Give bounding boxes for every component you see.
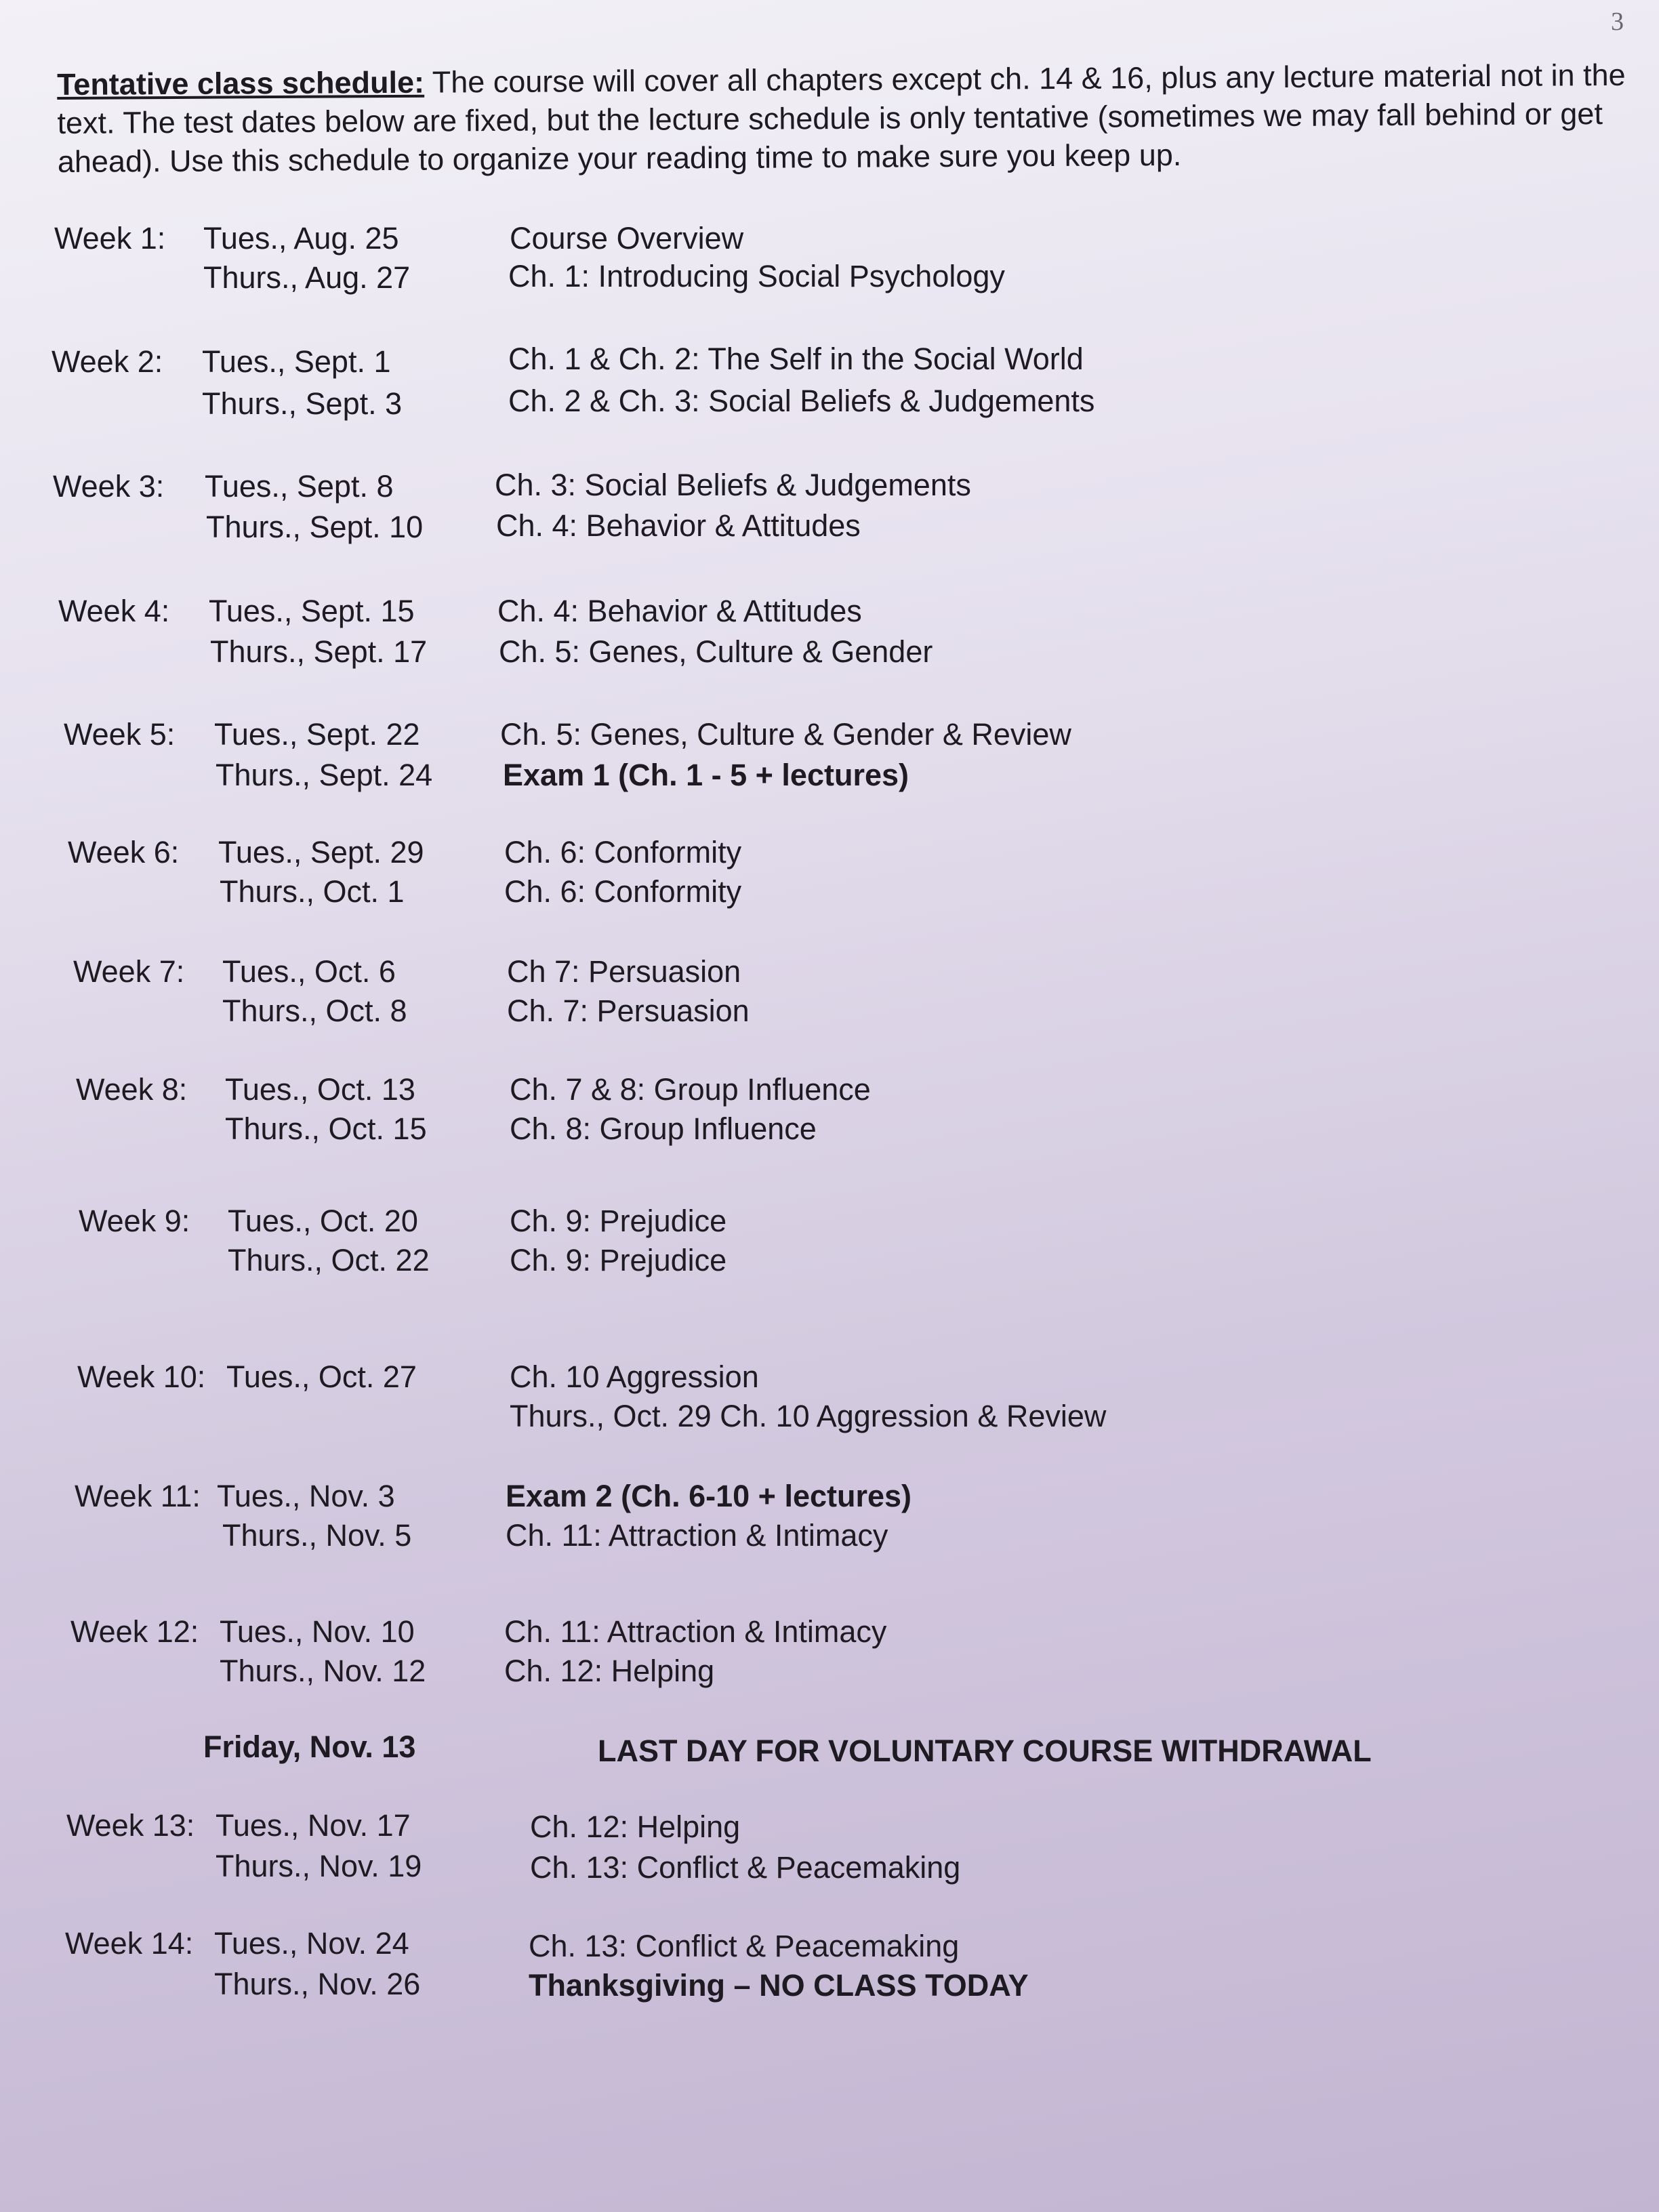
day-thursday: Thurs., Oct. 8 [222, 994, 407, 1028]
topic-thursday-holiday: Thanksgiving – NO CLASS TODAY [529, 1968, 1029, 2003]
withdrawal-date: Friday, Nov. 13 [203, 1729, 416, 1764]
week-label: Week 12: [70, 1614, 199, 1649]
topic-tuesday: Ch. 3: Social Beliefs & Judgements [495, 468, 971, 502]
topic-thursday: Ch. 5: Genes, Culture & Gender [499, 634, 933, 669]
week-label: Week 1: [54, 221, 166, 255]
day-tuesday: Tues., Oct. 13 [225, 1072, 415, 1107]
page-number: 3 [1611, 7, 1624, 36]
topic-tuesday: Ch. 1 & Ch. 2: The Self in the Social World [508, 342, 1084, 376]
topic-thursday: Ch. 11: Attraction & Intimacy [506, 1518, 888, 1553]
topic-tuesday: Ch. 9: Prejudice [510, 1204, 727, 1238]
day-thursday: Thurs., Oct. 15 [225, 1111, 427, 1146]
week-label: Week 11: [75, 1479, 201, 1513]
week-label: Week 4: [58, 594, 170, 628]
day-thursday: Thurs., Sept. 24 [216, 758, 433, 792]
week-label: Week 9: [79, 1204, 190, 1238]
topic-tuesday: Ch. 4: Behavior & Attitudes [497, 594, 862, 628]
intro-text: The course will cover all chapters except ch. 14 & 16, plus any lecture material not in the text. The test dates below are fixed, but the lecture schedule is only tentative (sometimes we may fall behind or get ahead). Use this schedule to organize your reading time to make sure you keep up. [57, 57, 1626, 179]
day-thursday: Thurs., Sept. 17 [210, 634, 428, 669]
topic-tuesday: Ch. 12: Helping [530, 1809, 741, 1844]
topic-thursday: Ch. 6: Conformity [504, 874, 742, 909]
topic-thursday: Ch. 13: Conflict & Peacemaking [530, 1850, 961, 1885]
day-thursday: Thurs., Oct. 22 [228, 1243, 430, 1277]
topic-thursday: Ch. 1: Introducing Social Psychology [508, 259, 1005, 293]
day-tuesday: Tues., Sept. 8 [205, 469, 394, 504]
day-tuesday: Tues., Nov. 10 [220, 1614, 415, 1649]
day-tuesday: Tues., Oct. 20 [228, 1204, 418, 1238]
topic-tuesday: Ch. 10 Aggression [510, 1359, 759, 1394]
week-label: Week 2: [52, 344, 163, 379]
day-tuesday: Tues., Oct. 6 [222, 954, 396, 989]
topic-tuesday: Ch. 11: Attraction & Intimacy [504, 1614, 887, 1649]
topic-thursday-exam: Exam 1 (Ch. 1 - 5 + lectures) [503, 758, 909, 792]
day-tuesday: Tues., Sept. 29 [218, 835, 424, 869]
topic-tuesday: Ch. 7 & 8: Group Influence [510, 1072, 871, 1107]
topic-thursday: Thurs., Oct. 29 Ch. 10 Aggression & Review [510, 1399, 1107, 1433]
topic-tuesday: Ch. 6: Conformity [504, 835, 742, 869]
day-thursday: Thurs., Nov. 26 [214, 1967, 421, 2001]
day-tuesday: Tues., Sept. 15 [209, 594, 415, 628]
day-tuesday: Tues., Nov. 3 [217, 1479, 395, 1513]
day-tuesday: Tues., Nov. 17 [216, 1808, 411, 1843]
withdrawal-notice: LAST DAY FOR VOLUNTARY COURSE WITHDRAWAL [598, 1734, 1372, 1768]
topic-tuesday: Course Overview [510, 221, 744, 255]
topic-tuesday: Ch 7: Persuasion [507, 954, 741, 989]
week-label: Week 14: [65, 1926, 194, 1961]
topic-thursday: Ch. 2 & Ch. 3: Social Beliefs & Judgements [508, 384, 1095, 418]
week-label: Week 7: [73, 954, 185, 989]
topic-tuesday-exam: Exam 2 (Ch. 6-10 + lectures) [506, 1479, 912, 1513]
day-thursday: Thurs., Nov. 5 [222, 1518, 412, 1553]
topic-thursday: Ch. 9: Prejudice [510, 1243, 727, 1277]
topic-thursday: Ch. 4: Behavior & Attitudes [496, 508, 861, 543]
topic-thursday: Ch. 8: Group Influence [510, 1111, 817, 1146]
intro-label: Tentative class schedule: [57, 64, 425, 102]
topic-tuesday: Ch. 13: Conflict & Peacemaking [529, 1929, 960, 1963]
day-tuesday: Tues., Aug. 25 [203, 221, 399, 255]
day-tuesday: Tues., Oct. 27 [226, 1359, 417, 1394]
day-thursday: Thurs., Nov. 19 [216, 1849, 422, 1883]
day-tuesday: Tues., Sept. 22 [214, 717, 420, 752]
day-thursday: Thurs., Oct. 1 [220, 874, 405, 909]
week-label: Week 8: [76, 1072, 188, 1107]
day-thursday: Thurs., Sept. 10 [206, 510, 424, 544]
day-thursday: Thurs., Nov. 12 [220, 1654, 426, 1688]
day-thursday: Thurs., Aug. 27 [203, 260, 411, 295]
week-label: Week 13: [66, 1808, 195, 1843]
intro-paragraph [57, 56, 1643, 181]
topic-thursday: Ch. 7: Persuasion [507, 994, 750, 1028]
day-thursday: Thurs., Sept. 3 [202, 386, 403, 421]
week-label: Week 5: [64, 717, 176, 752]
day-tuesday: Tues., Sept. 1 [202, 344, 391, 379]
week-label: Week 3: [53, 469, 165, 504]
day-tuesday: Tues., Nov. 24 [214, 1926, 409, 1961]
week-label: Week 10: [77, 1359, 206, 1394]
week-label: Week 6: [68, 835, 180, 869]
topic-tuesday: Ch. 5: Genes, Culture & Gender & Review [500, 717, 1071, 752]
topic-thursday: Ch. 12: Helping [504, 1654, 715, 1688]
